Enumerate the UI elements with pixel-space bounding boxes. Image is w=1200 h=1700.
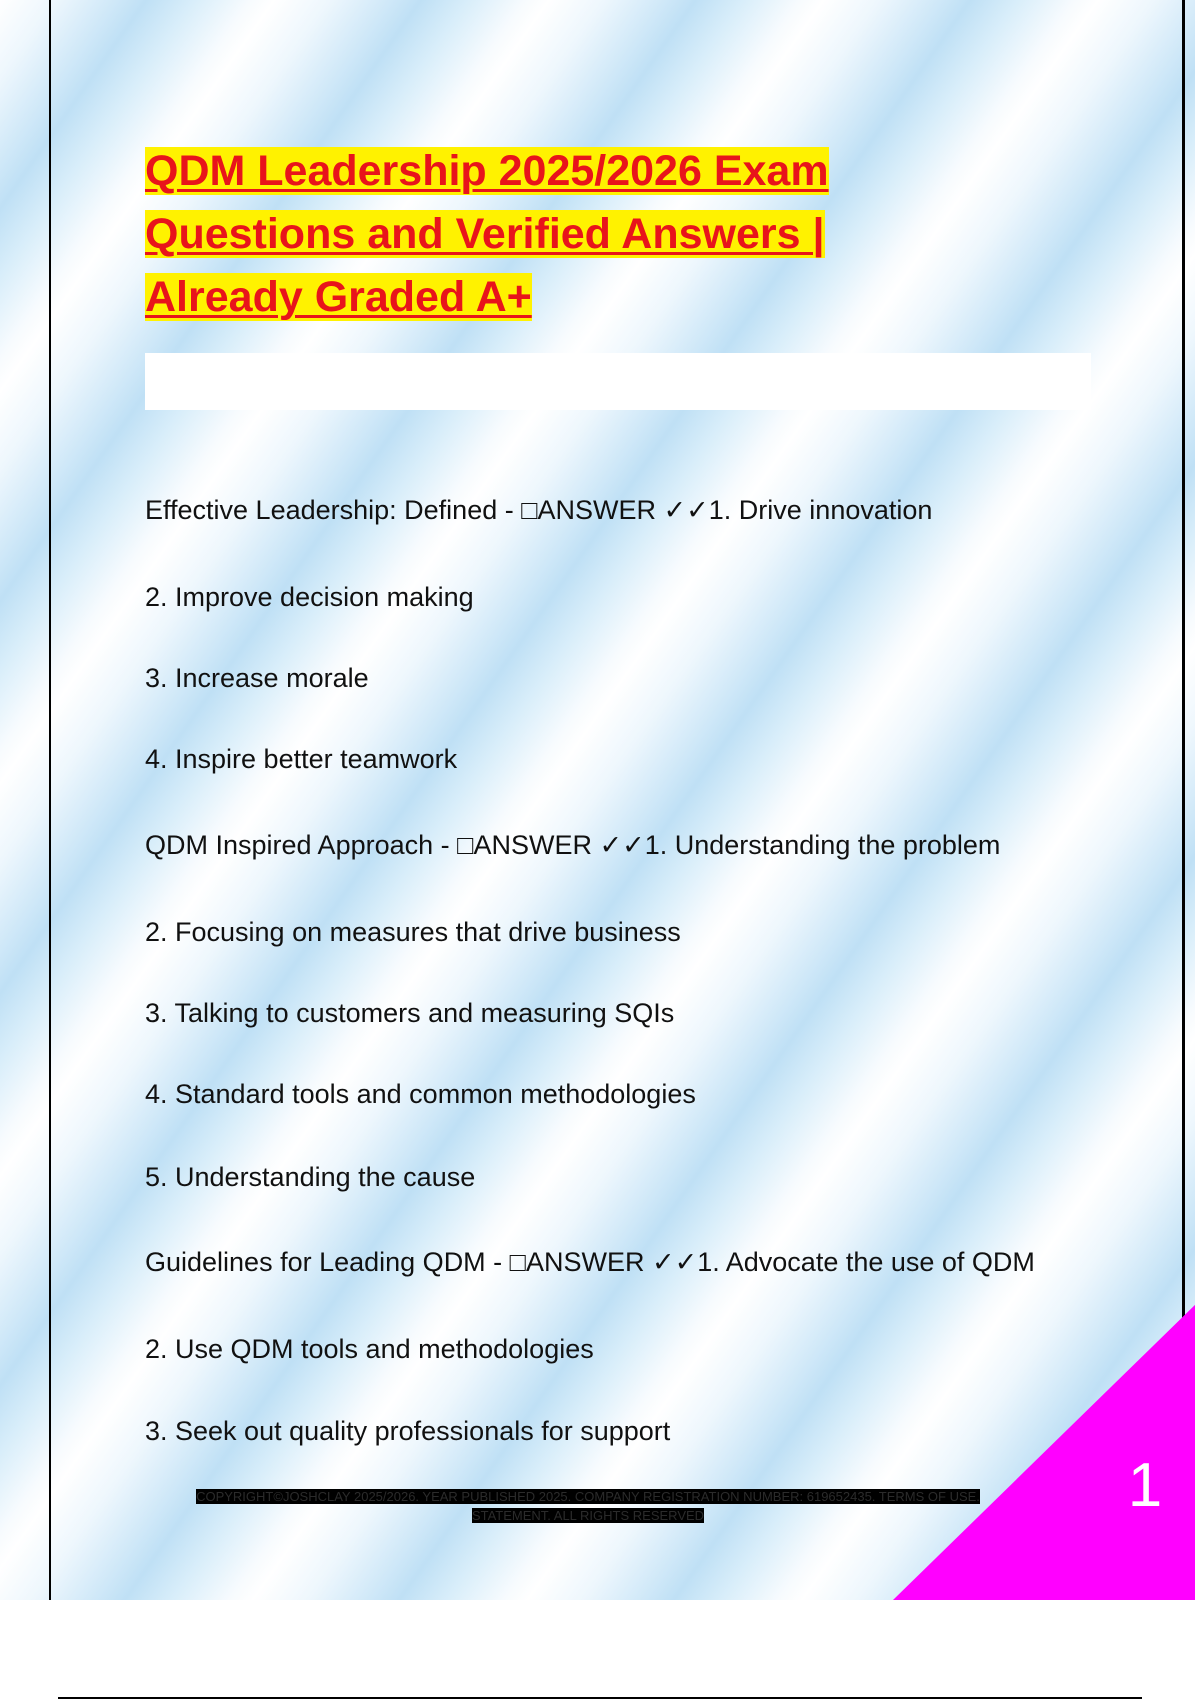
answer-line: 4. Inspire better teamwork	[145, 744, 458, 774]
answer-line: 2. Improve decision making	[145, 582, 474, 612]
document-title-text: QDM Leadership 2025/2026 Exam Questions and Verified Answers | Already Graded A+	[145, 147, 829, 321]
copyright-notice	[178, 1487, 998, 1525]
answer-line: 3. Increase morale	[145, 663, 369, 693]
answer-line: 3. Seek out quality professionals for support	[145, 1416, 671, 1446]
page-edge	[1195, 0, 1200, 1600]
question-line: Effective Leadership: Defined - □ANSWER ✓✓1. Drive innovation	[145, 495, 933, 525]
question-line: Guidelines for Leading QDM - □ANSWER ✓✓1. Advocate the use of QDM	[145, 1247, 1035, 1277]
answer-line: 2. Focusing on measures that drive business	[145, 917, 681, 947]
page-number: 1	[1127, 1451, 1163, 1520]
copyright-text: COPYRIGHT©JOSHCLAY 2025/2026. YEAR PUBLISHED 2025. COMPANY REGISTRATION NUMBER: 619652435. TERMS OF USE. STATEMENT. ALL RIGHTS RESERVED	[196, 1489, 980, 1523]
answer-line: 3. Talking to customers and measuring SQIs	[145, 998, 675, 1028]
answer-line: 2. Use QDM tools and methodologies	[145, 1334, 594, 1364]
answer-line: 4. Standard tools and common methodologies	[145, 1079, 696, 1109]
footer-rule	[58, 1697, 1142, 1699]
title-divider-band	[145, 353, 1091, 410]
document-title	[145, 140, 965, 329]
question-line: QDM Inspired Approach - □ANSWER ✓✓1. Understanding the problem	[145, 830, 1001, 860]
answer-line: 5. Understanding the cause	[145, 1162, 476, 1192]
left-margin-rule	[49, 0, 51, 1600]
